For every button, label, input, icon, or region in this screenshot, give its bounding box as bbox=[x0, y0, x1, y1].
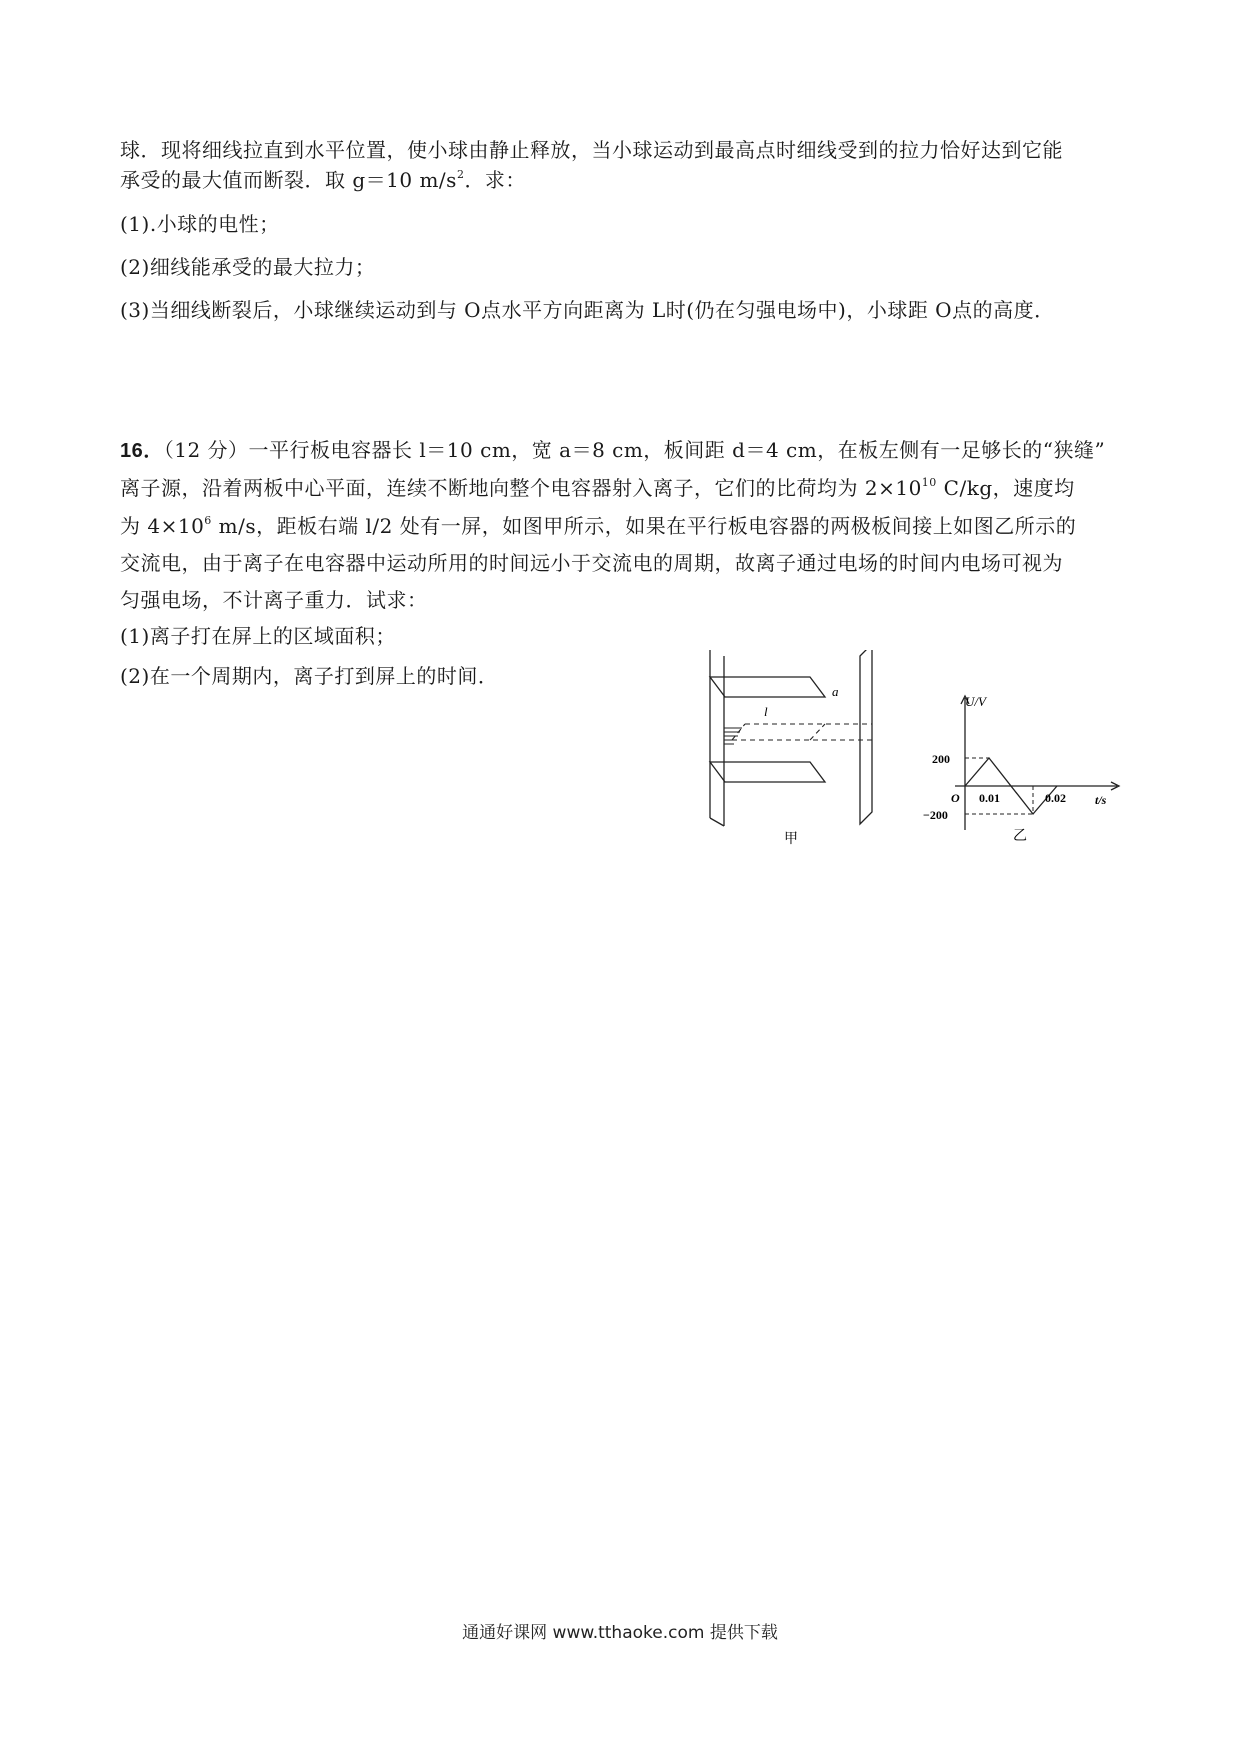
p16-question-1: (1)离子打在屏上的区域面积； bbox=[120, 624, 396, 648]
figure-jia-caption: 甲 bbox=[784, 832, 798, 847]
p16-line1-text: （12 分）一平行板电容器长 l＝10 cm，宽 a＝8 cm，板间距 d＝4 cm，在板左侧有一足够长的“狭缝” bbox=[163, 438, 1106, 462]
p15-line1: 球．现将细线拉直到水平位置，使小球由静止释放，当小球运动到最高点时细线受到的拉力恰好达到它能 bbox=[120, 138, 1063, 162]
p15-question-1: (1).小球的电性； bbox=[120, 212, 280, 236]
p15-question-3: (3)当细线断裂后，小球继续运动到与 O点水平方向距离为 L时(仍在匀强电场中)，小球距 O点的高度． bbox=[120, 298, 1055, 322]
page-footer: 通通好课网 www.tthaoke.com 提供下载 bbox=[462, 1623, 778, 1643]
p15-question-2: (2)细线能承受的最大拉力； bbox=[120, 255, 376, 279]
figure-yi-tick-001: 0.01 bbox=[979, 791, 1000, 805]
p16-line2-sup: 10 bbox=[921, 476, 937, 489]
figure-yi-xlabel: t/s bbox=[1095, 793, 1107, 807]
p16-line4: 交流电，由于离子在电容器中运动所用的时间远小于交流电的周期，故离子通过电场的时间内电场可视为 bbox=[120, 551, 1063, 575]
p15-line2 bbox=[120, 166, 526, 194]
p15-line2-post: ．求： bbox=[464, 168, 526, 192]
p16-line3-sup: 6 bbox=[204, 514, 212, 527]
p16-line3 bbox=[120, 512, 1076, 540]
figure-yi-tick-002: 0.02 bbox=[1045, 791, 1066, 805]
p16-line2 bbox=[120, 474, 1075, 502]
figure-yi-tick-200: 200 bbox=[932, 752, 950, 766]
p16-line3-post: m/s，距板右端 l/2 处有一屏，如图甲所示，如果在平行板电容器的两极板间接上如图乙所示的 bbox=[211, 514, 1077, 538]
figure-yi-voltage-graph bbox=[915, 690, 1135, 850]
figure-yi-origin: O bbox=[951, 791, 960, 805]
p16-line2-text: 离子源，沿着两板中心平面，连续不断地向整个电容器射入离子，它们的比荷均为 2×10 bbox=[120, 476, 922, 500]
figure-jia-label-l: l bbox=[764, 704, 768, 719]
p16-line2-post: C/kg，速度均 bbox=[936, 476, 1075, 500]
figure-jia-capacitor-diagram bbox=[700, 650, 930, 850]
p16-line1 bbox=[120, 436, 1105, 465]
p15-line2-text: 承受的最大值而断裂．取 g＝10 m/s bbox=[120, 168, 457, 192]
figure-yi-tick-neg200: −200 bbox=[923, 808, 948, 822]
p15-line2-sup: 2 bbox=[456, 168, 465, 181]
p16-question-2: (2)在一个周期内，离子打到屏上的时间． bbox=[120, 664, 499, 688]
figure-yi-ylabel: U/V bbox=[965, 694, 986, 709]
figure-yi-caption: 乙 bbox=[1013, 829, 1027, 844]
p16-line3-text: 为 4×10 bbox=[120, 514, 205, 538]
p16-number: 16． bbox=[120, 440, 164, 462]
figure-jia-label-a: a bbox=[832, 684, 839, 699]
p16-line5: 匀强电场，不计离子重力．试求： bbox=[120, 588, 428, 612]
